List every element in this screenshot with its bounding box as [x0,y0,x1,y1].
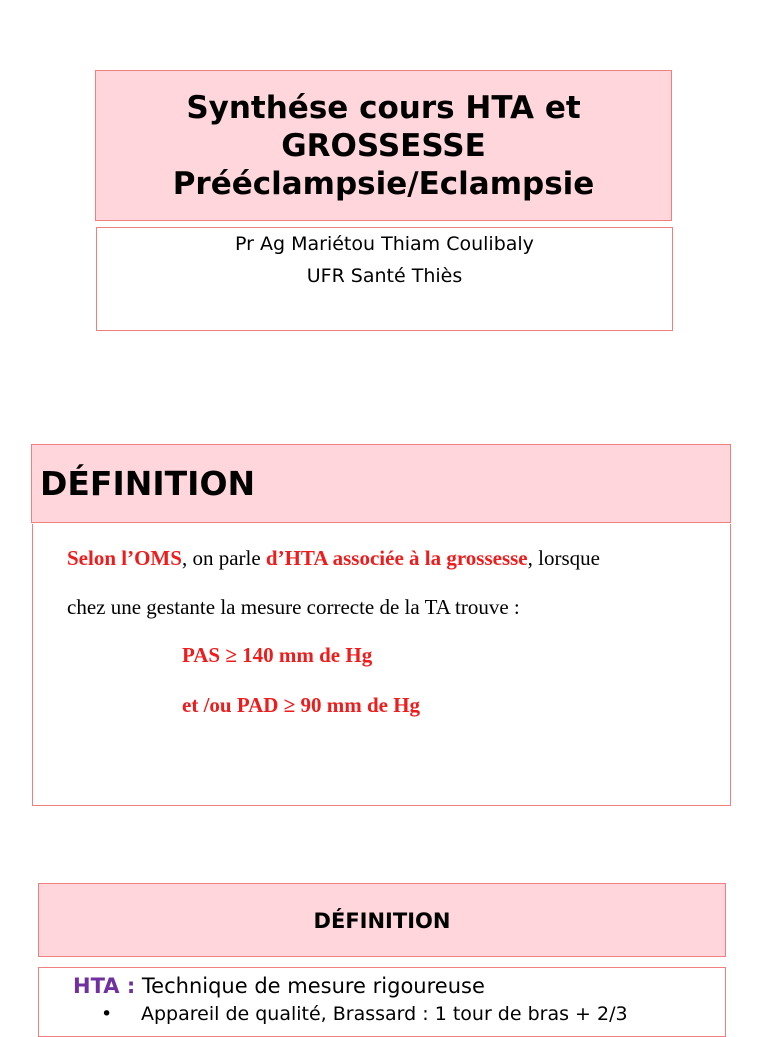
bullet-icon: • [101,1003,113,1025]
title-box [95,70,672,221]
author-box [96,227,673,331]
paragraph-1-text-a: , on parle [181,546,266,570]
hta-term: d’HTA associée à la grossesse [265,546,528,570]
definition-body [32,524,731,806]
definition-2-body [38,967,726,1037]
pas-threshold: PAS ≥ 140 mm de Hg [182,643,373,667]
definition-2-header [38,883,726,957]
definition-paragraph-1 [67,546,600,571]
title-line-1: Synthése cours HTA et [186,90,581,126]
list-item [101,1002,628,1026]
definition-2-heading: DÉFINITION [313,909,451,933]
slide-title [96,89,671,203]
definition-paragraph-2: chez une gestante la mesure correcte de la TA trouve : [67,595,520,619]
pad-threshold: et /ou PAD ≥ 90 mm de Hg [182,693,421,717]
affiliation: UFR Santé Thiès [306,265,463,287]
measurement-line [73,973,485,999]
hta-label: HTA : [73,974,136,998]
author-name: Pr Ag Mariétou Thiam Coulibaly [235,233,534,255]
paragraph-1-text-b: , lorsque [527,546,600,570]
bullet-text: Appareil de qualité, Brassard : 1 tour de bras + 2/3 [141,1003,628,1025]
title-line-2: GROSSESSE [281,128,486,164]
title-line-3: Prééclampsie/Eclampsie [172,166,595,202]
who-reference: Selon l’OMS [67,546,182,570]
measurement-text: Technique de mesure rigoureuse [135,974,485,998]
definition-header [31,444,731,523]
definition-heading: DÉFINITION [40,464,256,503]
